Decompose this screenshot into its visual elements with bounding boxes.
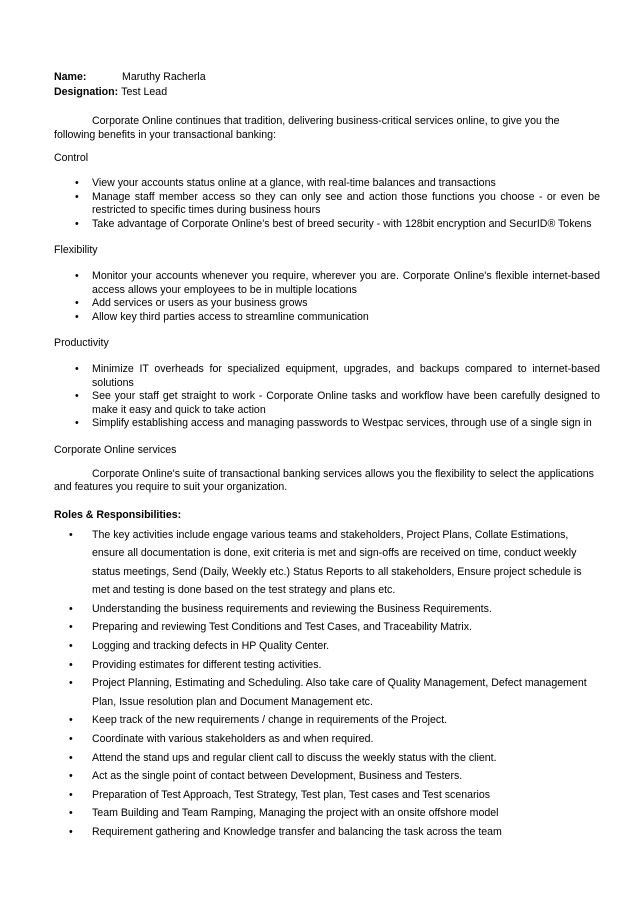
bullet-icon: • <box>69 714 73 727</box>
list-item: • Simplify establishing access and managing passwords to Westpac services, through use of a single sign in <box>75 417 592 429</box>
name-value: Maruthy Racherla <box>122 71 206 83</box>
section-title-services: Corporate Online services <box>54 443 177 456</box>
bullet-icon: • <box>69 770 73 783</box>
bullet-icon: • <box>75 190 79 203</box>
bullet-icon: • <box>69 807 73 820</box>
bullet-icon: • <box>69 751 73 764</box>
list-item: • Add services or users as your business grows <box>75 297 308 309</box>
list-item: • Allow key third parties access to streamline communication <box>75 310 369 323</box>
roles-list <box>54 526 600 842</box>
bullet-icon: • <box>69 733 73 746</box>
list-item: • Monitor your accounts whenever you require, wherever you are. Corporate Online's flexible internet-based access allows your employees to be in multiple locations <box>75 270 600 296</box>
productivity-list <box>54 363 600 431</box>
bullet-icon: • <box>75 177 79 189</box>
list-item: • Manage staff member access so they can only see and action those functions you choose - or even be restricted to specific times during business hours <box>75 190 600 216</box>
list-item: • Team Building and Team Ramping, Managing the project with an onsite offshore model <box>54 804 600 823</box>
control-list <box>54 177 600 231</box>
services-paragraph: Corporate Online's suite of transactional banking services allows you the flexibility to select the applications and features you require to suit your organization. <box>54 467 594 493</box>
bullet-icon: • <box>75 310 79 323</box>
bullet-icon: • <box>69 658 73 671</box>
list-item: • View your accounts status online at a glance, with real-time balances and transactions <box>75 177 496 189</box>
name-label: Name: <box>54 71 87 83</box>
list-item: • Coordinate with various stakeholders as and when required. <box>54 730 600 749</box>
bullet-icon: • <box>69 640 73 653</box>
bullet-icon: • <box>75 390 79 402</box>
bullet-icon: • <box>69 602 73 615</box>
bullet-icon: • <box>75 217 79 230</box>
document-content <box>54 70 600 842</box>
bullet-icon: • <box>75 417 79 429</box>
designation-value: Test Lead <box>121 86 168 98</box>
section-title-control: Control <box>54 152 89 164</box>
list-item: • Understanding the business requirements and reviewing the Business Requirements. <box>54 600 600 619</box>
list-item: • The key activities include engage various teams and stakeholders, Project Plans, Collate Estimations, ensure all documentation is done, exit criteria is met and sign-offs are received on time, conduct weekly status meetings, Send (Daily, Weekly etc.) Status Reports to all stakeholders, Ensure project schedule is met and testing is done based on the test strategy and plans etc. <box>54 526 600 600</box>
section-title-productivity: Productivity <box>54 337 109 349</box>
bullet-icon: • <box>75 297 79 309</box>
section-title-flexibility: Flexibility <box>54 244 98 256</box>
name-row <box>54 70 600 85</box>
list-item: • Act as the single point of contact between Development, Business and Testers. <box>54 767 600 786</box>
intro-paragraph: Corporate Online continues that tradition, delivering business-critical services online, to give you the following benefits in your transactional banking: <box>54 115 560 141</box>
list-item: • Attend the stand ups and regular client call to discuss the weekly status with the client. <box>54 749 600 768</box>
list-item: • Minimize IT overheads for specialized equipment, upgrades, and backups compared to internet-based solutions <box>75 363 600 389</box>
list-item: • Providing estimates for different testing activities. <box>54 656 600 675</box>
list-item: • Project Planning, Estimating and Scheduling. Also take care of Quality Management, Defect management Plan, Issue resolution plan and Document Management etc. <box>54 674 600 711</box>
list-item: • Take advantage of Corporate Online's best of breed security - with 128bit encryption and SecurID® Tokens <box>75 217 592 230</box>
list-item: • See your staff get straight to work - Corporate Online tasks and workflow have been carefully designed to make it easy and quick to take action <box>75 390 600 416</box>
bullet-icon: • <box>69 677 73 690</box>
bullet-icon: • <box>75 270 79 282</box>
bullet-icon: • <box>69 826 73 838</box>
list-item: • Logging and tracking defects in HP Quality Center. <box>54 637 600 656</box>
list-item: • Keep track of the new requirements / change in requirements of the Project. <box>54 711 600 730</box>
list-item: • Requirement gathering and Knowledge transfer and balancing the task across the team <box>54 823 600 842</box>
bullet-icon: • <box>69 528 73 541</box>
bullet-icon: • <box>75 363 79 375</box>
flexibility-list <box>54 270 600 324</box>
designation-label: Designation: <box>54 86 119 98</box>
roles-title: Roles & Responsibilities: <box>54 508 182 521</box>
bullet-icon: • <box>69 621 73 634</box>
list-item: • Preparation of Test Approach, Test Strategy, Test plan, Test cases and Test scenarios <box>54 786 600 805</box>
list-item: • Preparing and reviewing Test Conditions and Test Cases, and Traceability Matrix. <box>54 618 600 637</box>
bullet-icon: • <box>69 788 73 801</box>
designation-row <box>54 85 600 100</box>
